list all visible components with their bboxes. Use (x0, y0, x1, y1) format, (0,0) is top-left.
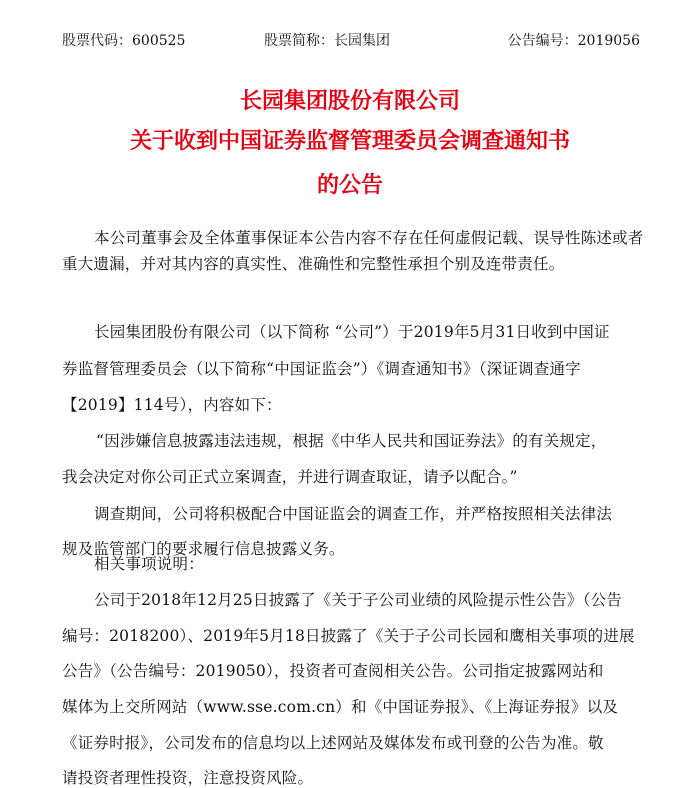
body-line: 公司于2018年12月25日披露了《关于子公司业绩的风险提示性公告》（公告 (94, 591, 623, 609)
section-heading: 相关事项说明： (94, 555, 204, 573)
body-line: 调查期间，公司将积极配合中国证监会的调查工作，并严格按照相关法律法 (94, 505, 613, 523)
stock-code: 股票代码：600525 (62, 33, 186, 49)
body-line: 《证券时报》，公司发布的信息均以上述网站及媒体发布或刊登的公告为准。敬 (62, 734, 604, 752)
notice-number: 公告编号：2019056 (507, 33, 640, 49)
title-line-3: 的公告 (316, 173, 383, 198)
document-header (62, 30, 640, 52)
body-line: 规及监管部门的要求履行信息披露义务。 (62, 540, 345, 558)
body-line: 长园集团股份有限公司（以下简称 “公司”）于2019年5月31日收到中国证 (94, 323, 610, 341)
body-line: 【2019】114号），内容如下： (62, 396, 282, 414)
body-line: 媒体为上交所网站（www.sse.com.cn）和《中国证券报》、《上海证券报》以及 (62, 698, 619, 716)
body-line: 公告》（公告编号：2019050），投资者可查阅相关公告。公司指定披露网站和 (62, 662, 604, 680)
body-line: 编号：2018200）、2019年5月18日披露了《关于子公司长园和鹰相关事项的进展 (62, 627, 635, 645)
body-line: 我会决定对你公司正式立案调查，并进行调查取证，请予以配合。” (62, 468, 518, 486)
disclaimer-line: 本公司董事会及全体董事保证本公告内容不存在任何虚假记载、误导性陈述或者 (94, 229, 644, 247)
body-line: 券监督管理委员会（以下简称“中国证监会”）《调查通知书》（深证调查通字 (62, 360, 581, 378)
title-line-1: 长园集团股份有限公司 (239, 89, 460, 114)
body-line: 请投资者理性投资，注意投资风险。 (62, 769, 314, 787)
title-line-2: 关于收到中国证券监督管理委员会调查通知书 (129, 129, 570, 154)
disclaimer-line: 重大遗漏，并对其内容的真实性、准确性和完整性承担个别及连带责任。 (62, 255, 565, 273)
stock-name: 股票简称：长园集团 (264, 33, 390, 49)
body-line: “因涉嫌信息披露违法违规，根据《中华人民共和国证券法》的有关规定， (96, 432, 607, 450)
